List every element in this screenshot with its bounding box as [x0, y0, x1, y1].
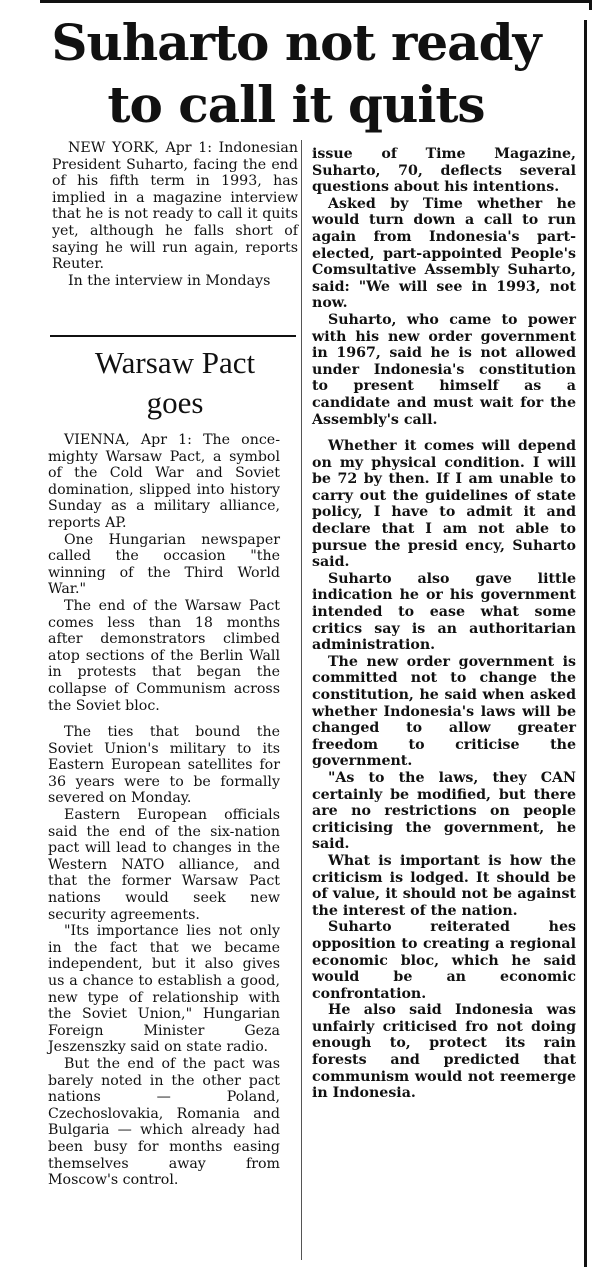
story-paragraph: One Hungarian newspaper called the occasion "the winning of the Third World War.": [48, 531, 280, 598]
right-border: [584, 20, 587, 1267]
story-paragraph: "Its importance lies not only in the fact that we became independent, but it also gives us a chance to establish a good, new type of relationship with the Soviet Union," Hungarian Foreign Minister Geza Jeszenszky said on state radio.: [48, 923, 280, 1056]
warsaw-headline: [50, 343, 300, 423]
main-headline: [0, 12, 592, 136]
story-suharto-continued: [312, 146, 576, 1102]
story-paragraph: Whether it comes will depend on my physical condition. I will be 72 by then. If I am unable to carry out the guidelines of state policy, I have to admit it and declare that I am not able to pursue the presid ency, Suharto said.: [312, 438, 576, 571]
warsaw-headline-line-1: Warsaw Pact: [94, 345, 256, 380]
headline-line-2: to call it quits: [107, 75, 485, 134]
story-paragraph: "As to the laws, they CAN certainly be modified, but there are no restrictions on people criticising the government, he said.: [312, 769, 576, 853]
story-paragraph: VIENNA, Apr 1: The once-mighty Warsaw Pact, a symbol of the Cold War and Soviet domination, slipped into history Sunday as a military alliance, reports AP.: [48, 432, 280, 531]
story-paragraph: He also said Indonesia was unfairly criticised fro not doing enough to, protect its rain forests and predicted that communism would not reemerge in Indonesia.: [312, 1002, 576, 1102]
story-paragraph: In the interview in Mondays: [68, 272, 271, 289]
story-paragraph: The ties that bound the Soviet Union's military to its Eastern European satellites for 36 years were to be formally severed on Monday.: [48, 724, 280, 807]
story-paragraph: What is important is how the criticism is lodged. It should be of value, it should not be against the interest of the nation.: [312, 852, 576, 919]
story-warsaw-pact: [48, 432, 280, 1189]
story-paragraph: Suharto, who came to power with his new order government in 1967, said he is not allowed under Indonesia's constitution to present himself as a candidate and must wait for the Assembly's call.: [312, 311, 576, 428]
story-paragraph: The new order government is committed not to change the constitution, he said when asked whether Indonesia's laws will be changed to allow greater freedom to criticise the government.: [312, 653, 576, 770]
story-suharto-intro: [52, 140, 298, 289]
headline-line-1: Suharto not ready: [51, 13, 541, 72]
section-divider: [50, 335, 296, 337]
story-paragraph: The end of the Warsaw Pact comes less than 18 months after demonstrators climbed atop sections of the Berlin Wall in protests that began the collapse of Communism across the Soviet bloc.: [48, 597, 280, 714]
story-paragraph: issue of Time Magazine, Suharto, 70, deflects several questions about his intentions.: [312, 146, 576, 196]
story-paragraph: NEW YORK, Apr 1: Indonesian President Suharto, facing the end of his fifth term in 1993, has implied in a magazine interview that he is not ready to call it quits yet, although he falls short of saying he will run again, reports Reuter.: [52, 140, 298, 273]
story-paragraph: Asked by Time whether he would turn down a call to run again from Indonesia's part-elected, part-appointed People's Comsultative Assembly Suharto, said: "We will see in 1993, not now.: [312, 195, 576, 312]
story-paragraph: Suharto also gave little indication he or his government intended to ease what some critics say is an authoritarian administration.: [312, 570, 576, 654]
story-paragraph: Suharto reiterated hes opposition to creating a regional economic bloc, which he said would be an economic confrontation.: [312, 919, 576, 1002]
top-border: [40, 0, 592, 3]
column-divider: [301, 140, 302, 1260]
story-paragraph: Eastern European officials said the end of the six-nation pact will lead to changes in the Western NATO alliance, and that the former Warsaw Pact nations would seek new security agreements.: [48, 807, 280, 923]
warsaw-headline-line-2: goes: [146, 385, 204, 420]
story-paragraph: But the end of the pact was barely noted in the other pact nations — Poland, Czechoslovakia, Romania and Bulgaria — which already had been busy for months easing themselves away from Moscow's control.: [48, 1055, 280, 1189]
